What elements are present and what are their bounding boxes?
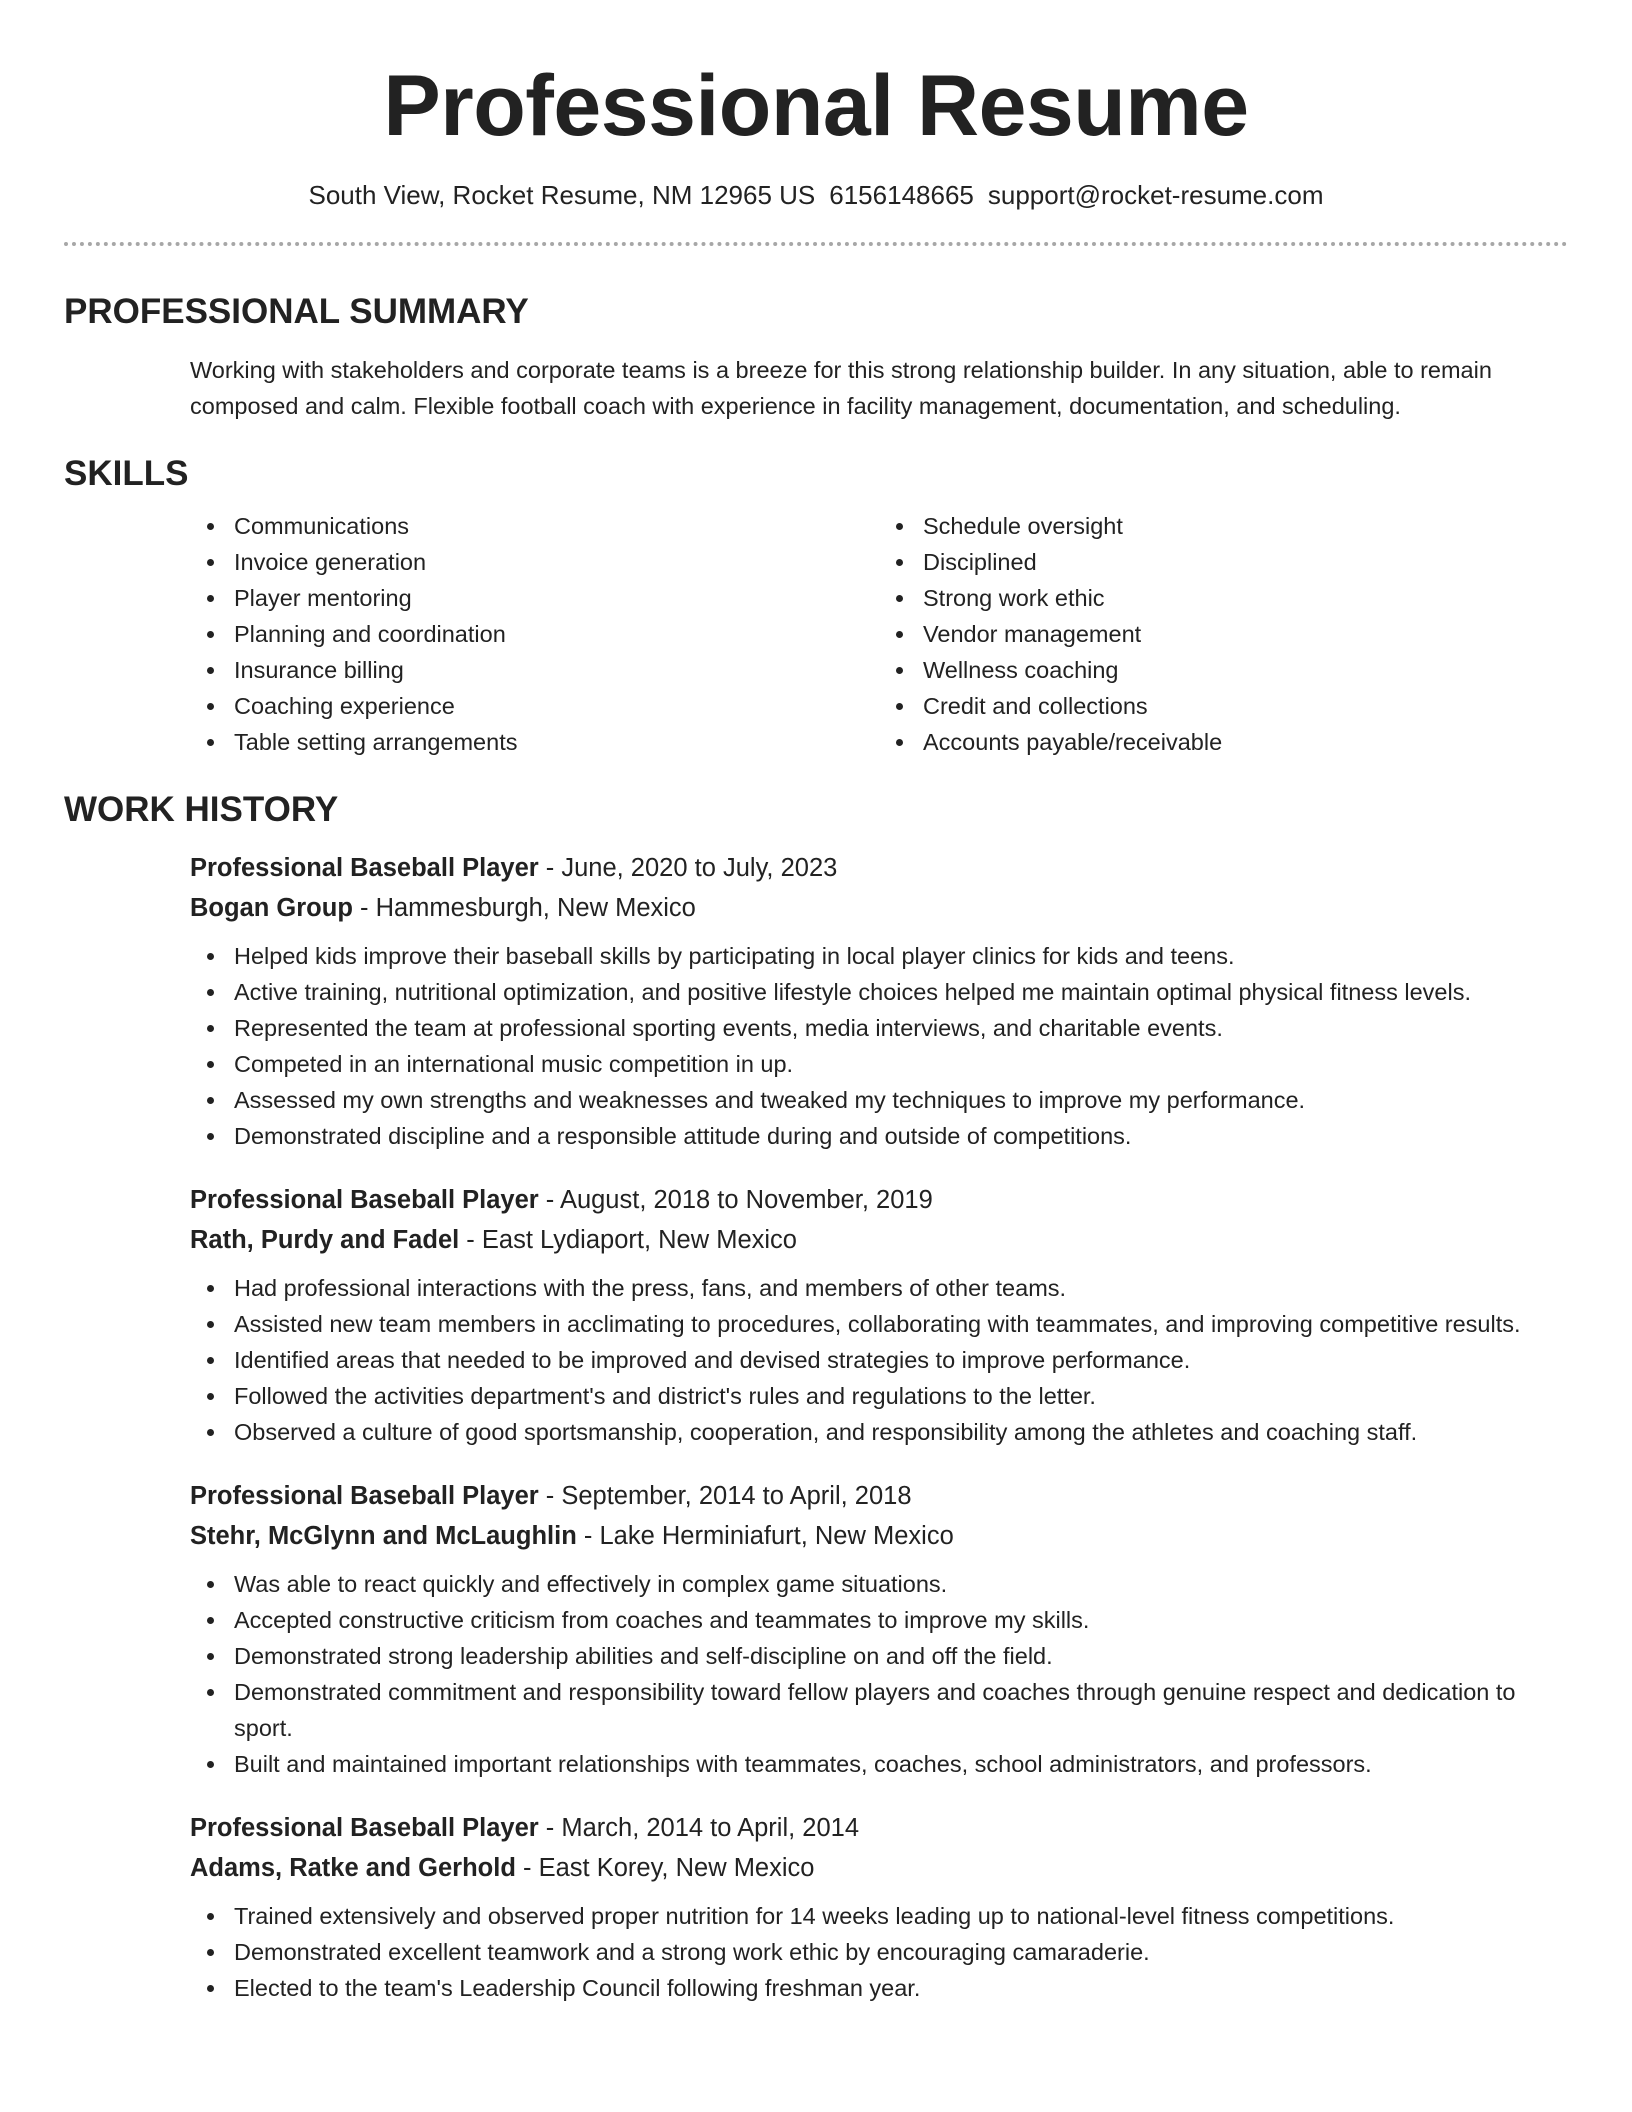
skills-grid [190, 508, 1568, 760]
separator: - [515, 1854, 539, 1882]
skills-section [64, 508, 1568, 760]
job-bullet: Active training, nutritional optimization, and positive lifestyle choices helped me maintain optimal physical fitness levels. [234, 974, 1568, 1010]
job-bullet: Built and maintained important relationships with teammates, coaches, school administrators, and professors. [234, 1746, 1568, 1782]
job-bullet: Followed the activities department's and district's rules and regulations to the letter. [234, 1378, 1568, 1414]
job-bullet: Competed in an international music competition in up. [234, 1046, 1568, 1082]
job-company-line [190, 1848, 1568, 1888]
job-bullet: Accepted constructive criticism from coaches and teammates to improve my skills. [234, 1602, 1568, 1638]
job-bullets [190, 1898, 1568, 2006]
job-title-line [190, 1808, 1568, 1848]
work-history-section [64, 848, 1568, 2006]
job-bullet: Had professional interactions with the press, fans, and members of other teams. [234, 1270, 1568, 1306]
separator: - [538, 854, 562, 882]
job-title-line [190, 1476, 1568, 1516]
job-bullet: Elected to the team's Leadership Council following freshman year. [234, 1970, 1568, 2006]
skill-item: Player mentoring [234, 580, 879, 616]
resume-page [64, 0, 1568, 2006]
skill-item: Schedule oversight [923, 508, 1568, 544]
job-bullet: Demonstrated excellent teamwork and a strong work ethic by encouraging camaraderie. [234, 1934, 1568, 1970]
skill-item: Table setting arrangements [234, 724, 879, 760]
job-company: Stehr, McGlynn and McLaughlin [190, 1522, 577, 1550]
job-bullet: Identified areas that needed to be improved and devised strategies to improve performance. [234, 1342, 1568, 1378]
job-entry [190, 1476, 1568, 1782]
skill-item: Accounts payable/receivable [923, 724, 1568, 760]
skill-item: Credit and collections [923, 688, 1568, 724]
separator: - [538, 1814, 562, 1842]
work-history-heading: WORK HISTORY [64, 790, 339, 829]
contact-info [64, 178, 1568, 212]
job-location: East Lydiaport, New Mexico [481, 1226, 797, 1254]
job-company-line [190, 888, 1568, 928]
job-bullet: Demonstrated strong leadership abilities and self-discipline on and off the field. [234, 1638, 1568, 1674]
job-title: Professional Baseball Player [190, 1814, 539, 1842]
job-company-line [190, 1220, 1568, 1260]
job-company: Adams, Ratke and Gerhold [190, 1854, 516, 1882]
job-bullet: Assisted new team members in acclimating to procedures, collaborating with teammates, and improving competitive results. [234, 1306, 1568, 1342]
skill-item: Coaching experience [234, 688, 879, 724]
job-dates: June, 2020 to July, 2023 [561, 854, 838, 882]
job-location: Hammesburgh, New Mexico [375, 894, 696, 922]
job-dates: August, 2018 to November, 2019 [559, 1186, 933, 1214]
separator: - [576, 1522, 600, 1550]
job-dates: September, 2014 to April, 2018 [561, 1482, 912, 1510]
skill-item: Strong work ethic [923, 580, 1568, 616]
job-bullet: Was able to react quickly and effectively in complex game situations. [234, 1566, 1568, 1602]
job-company: Rath, Purdy and Fadel [190, 1226, 460, 1254]
resume-title: Professional Resume [383, 58, 1249, 154]
job-company-line [190, 1516, 1568, 1556]
job-bullet: Helped kids improve their baseball skills by participating in local player clinics for kids and teens. [234, 938, 1568, 974]
job-entry [190, 1180, 1568, 1450]
job-title: Professional Baseball Player [190, 1482, 539, 1510]
job-bullets [190, 1566, 1568, 1782]
job-bullet: Trained extensively and observed proper nutrition for 14 weeks leading up to national-level fitness competitions. [234, 1898, 1568, 1934]
summary-heading: PROFESSIONAL SUMMARY [64, 292, 529, 331]
contact-email: support@rocket-resume.com [987, 180, 1324, 210]
contact-address: South View, Rocket Resume, NM 12965 US [308, 180, 816, 210]
job-bullet: Demonstrated discipline and a responsible attitude during and outside of competitions. [234, 1118, 1568, 1154]
skills-right-column [879, 508, 1568, 760]
job-location: Lake Herminiafurt, New Mexico [599, 1522, 954, 1550]
summary-section [64, 352, 1568, 424]
job-title: Professional Baseball Player [190, 854, 539, 882]
skill-item: Insurance billing [234, 652, 879, 688]
job-bullets [190, 1270, 1568, 1450]
job-title-line [190, 848, 1568, 888]
job-bullet: Observed a culture of good sportsmanship, cooperation, and responsibility among the athletes and coaching staff. [234, 1414, 1568, 1450]
separator: - [459, 1226, 482, 1254]
job-bullet: Represented the team at professional sporting events, media interviews, and charitable events. [234, 1010, 1568, 1046]
skill-item: Disciplined [923, 544, 1568, 580]
job-company: Bogan Group [190, 894, 353, 922]
contact-phone: 6156148665 [829, 180, 974, 210]
skill-item: Vendor management [923, 616, 1568, 652]
job-entry [190, 848, 1568, 1154]
header-divider [64, 242, 1568, 246]
job-dates: March, 2014 to April, 2014 [561, 1814, 860, 1842]
separator: - [538, 1482, 562, 1510]
skill-item: Wellness coaching [923, 652, 1568, 688]
summary-text: Working with stakeholders and corporate teams is a breeze for this strong relationship builder. In any situation, able to remain composed and calm. Flexible football coach with experience in facility management, documentation, and scheduling. [190, 357, 1492, 419]
skill-item: Planning and coordination [234, 616, 879, 652]
separator: - [352, 894, 376, 922]
job-bullet: Assessed my own strengths and weaknesses and tweaked my techniques to improve my performance. [234, 1082, 1568, 1118]
job-bullet: Demonstrated commitment and responsibility toward fellow players and coaches through genuine respect and dedication to sport. [234, 1674, 1568, 1746]
job-title: Professional Baseball Player [190, 1186, 539, 1214]
skill-item: Communications [234, 508, 879, 544]
skills-heading: SKILLS [64, 454, 189, 493]
job-title-line [190, 1180, 1568, 1220]
job-location: East Korey, New Mexico [538, 1854, 815, 1882]
job-entry [190, 1808, 1568, 2006]
skills-left-column [190, 508, 879, 760]
separator: - [538, 1186, 560, 1214]
job-bullets [190, 938, 1568, 1154]
skill-item: Invoice generation [234, 544, 879, 580]
